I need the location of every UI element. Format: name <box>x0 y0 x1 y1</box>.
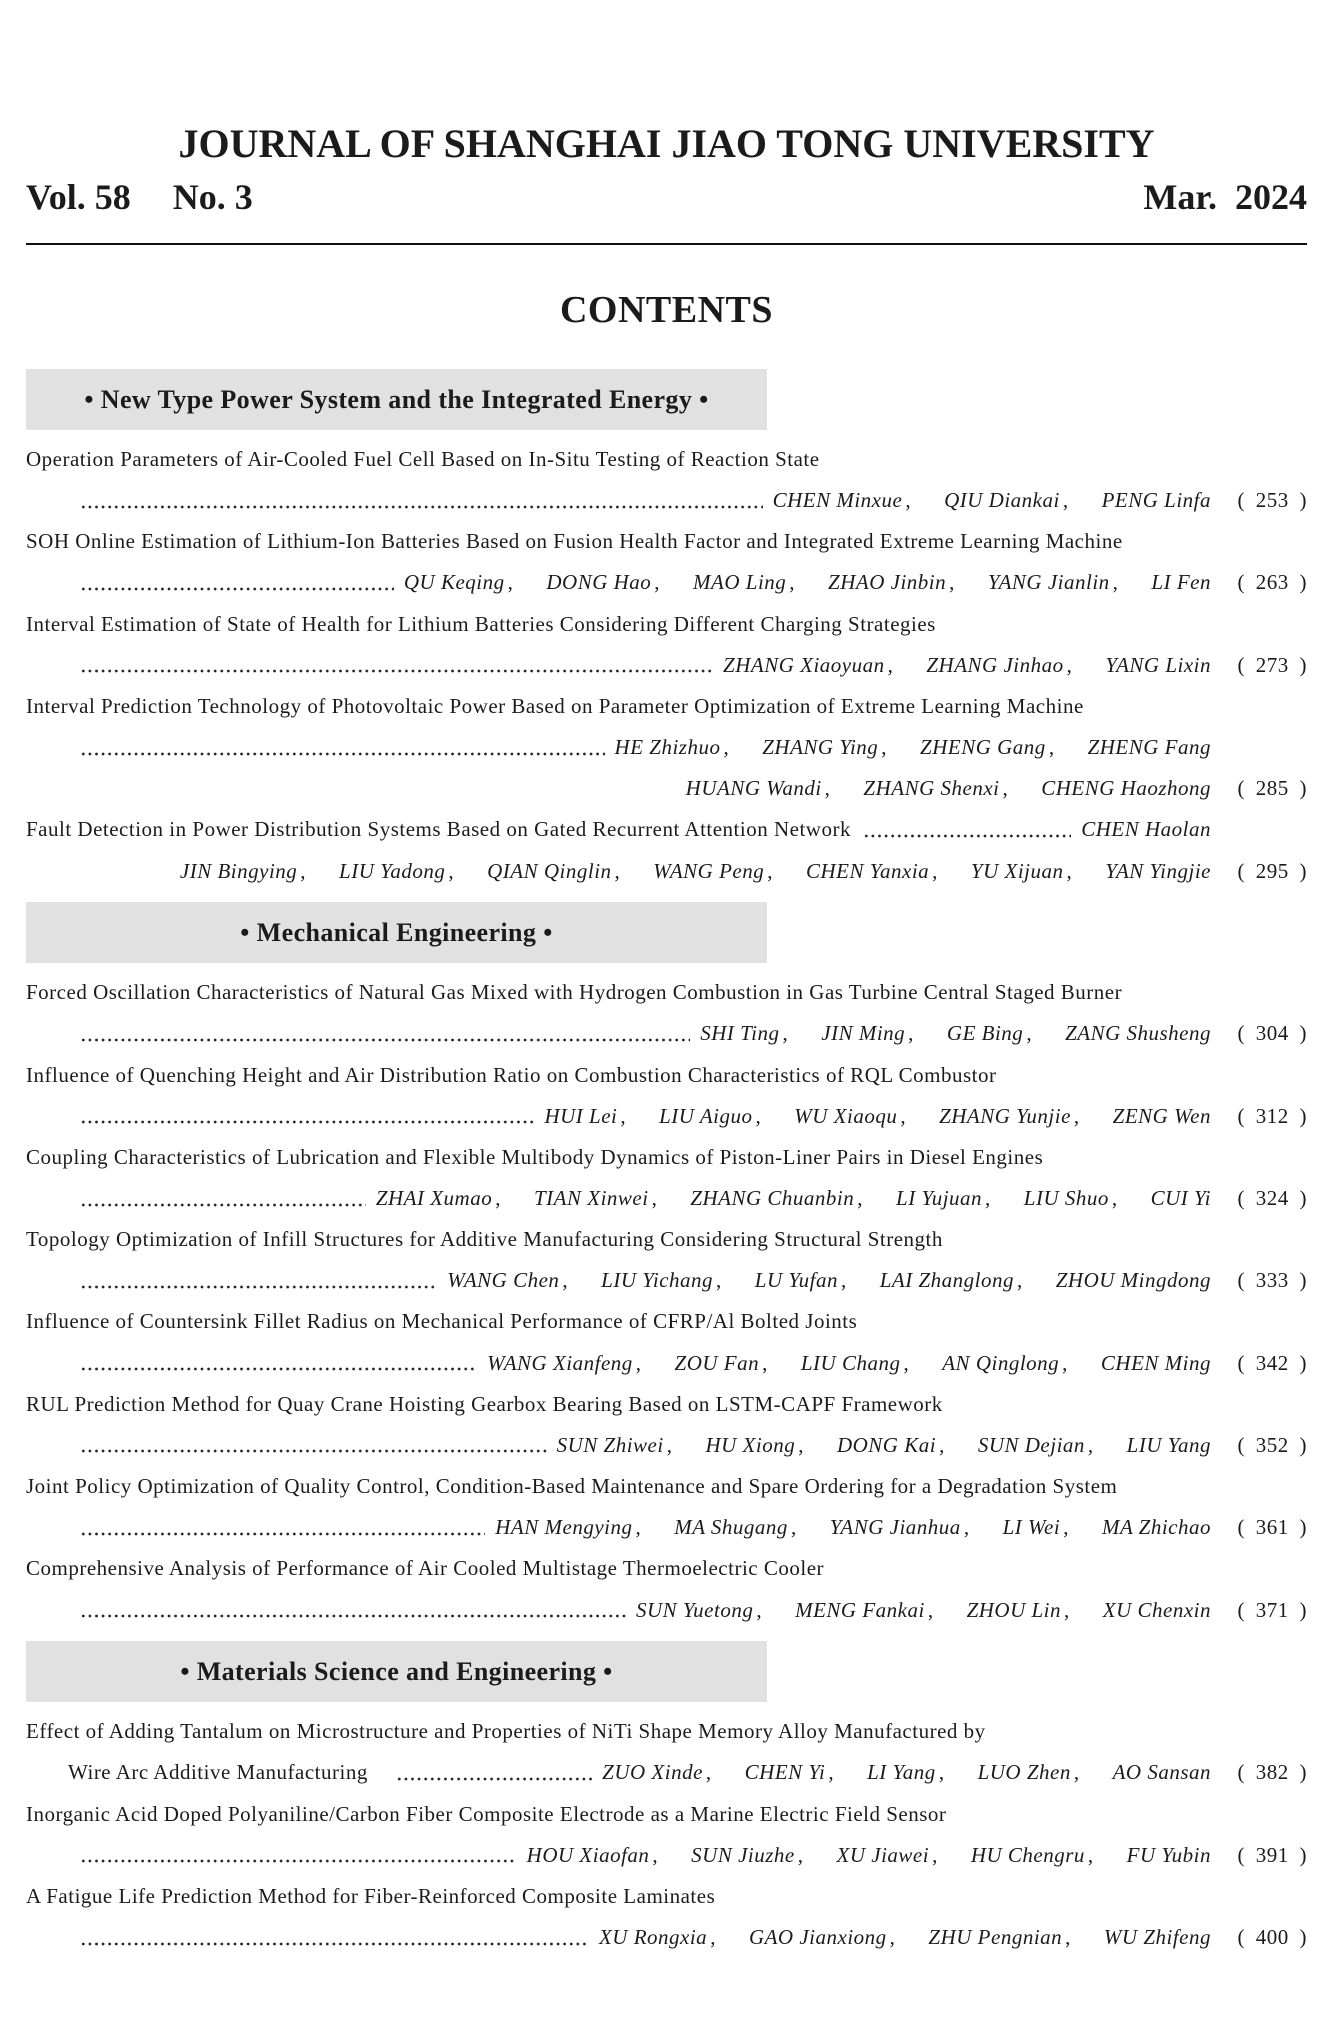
header-rule <box>26 243 1307 245</box>
author-name: ZHANG Chuanbin <box>690 1186 855 1210</box>
article-title-text: RUL Prediction Method for Quay Crane Hoisting Gearbox Bearing Based on LSTM-CAPF Framework <box>26 1391 943 1416</box>
author-list <box>700 1013 1211 1054</box>
author-separator: , <box>932 1842 938 1867</box>
page-number: ( 285 ) <box>1237 776 1307 801</box>
page-number: ( 371 ) <box>1237 1597 1307 1622</box>
article-entry <box>26 1548 1307 1630</box>
author-name: HU Xiong <box>705 1432 796 1457</box>
article-title-text: Interval Prediction Technology of Photovoltaic Power Based on Parameter Optimization of Extreme Learning Machine <box>26 693 1084 718</box>
author-separator: , <box>654 570 661 595</box>
author-separator: , <box>756 1597 763 1622</box>
author-separator: , <box>1062 488 1069 513</box>
article-entry <box>26 439 1307 521</box>
author-separator: , <box>932 858 938 883</box>
article-title-line <box>26 1055 1307 1096</box>
author-name: DONG Kai <box>836 1432 937 1457</box>
author-name: MENG Fankai <box>795 1597 925 1622</box>
article-entry <box>26 604 1307 686</box>
author-separator: , <box>1073 1760 1080 1785</box>
author-name: ZHANG Xiaoyuan <box>723 652 885 677</box>
author-list <box>602 1752 1211 1793</box>
author-separator: , <box>798 1432 804 1457</box>
author-separator: , <box>840 1268 847 1293</box>
author-name: CHEN Haolan <box>1081 817 1211 842</box>
article-title-line <box>26 1794 1307 1835</box>
author-separator: , <box>927 1597 934 1622</box>
article-author-line <box>26 809 1307 850</box>
author-name: YANG Jianlin <box>987 570 1110 595</box>
page-number-placeholder <box>1211 809 1307 850</box>
article-title-text: Forced Oscillation Characteristics of Natural Gas Mixed with Hydrogen Combustion in Gas Turbine Central Staged Burner <box>26 980 1123 1005</box>
leader-dots <box>80 1425 547 1466</box>
article-title-text: Coupling Characteristics of Lubrication and Flexible Multibody Dynamics of Piston-Liner Pairs in Diesel Engines <box>26 1144 1044 1169</box>
author-list <box>686 768 1211 809</box>
leader-dots <box>396 1752 592 1793</box>
author-separator: , <box>767 858 773 883</box>
article-author-line <box>26 1013 1307 1054</box>
article-entry <box>26 809 1307 891</box>
author-separator: , <box>614 858 621 883</box>
author-name: XU Jiawei <box>836 1842 930 1867</box>
article-title-line <box>26 1384 1307 1425</box>
article-entry <box>26 1794 1307 1876</box>
article-title-text: Influence of Countersink Fillet Radius on Mechanical Performance of CFRP/Al Bolted Joints <box>26 1309 858 1334</box>
author-separator: , <box>1066 652 1073 677</box>
author-name: ZHANG Yunjie <box>939 1103 1071 1128</box>
author-name: WANG Chen <box>447 1268 560 1293</box>
article-title-line <box>26 1219 1307 1260</box>
author-name: SHI Ting <box>700 1021 780 1046</box>
author-name: CHEN Yanxia <box>805 858 930 883</box>
leader-dots <box>80 1178 366 1219</box>
author-separator: , <box>705 1760 712 1785</box>
author-name: ZOU Fan <box>674 1350 760 1375</box>
author-name: JIN Bingying <box>179 858 298 883</box>
author-name: LUO Zhen <box>977 1760 1071 1785</box>
author-name: LU Yufan <box>754 1268 838 1293</box>
article-author-line <box>26 1096 1307 1137</box>
author-name: XU Chenxin <box>1102 1597 1211 1622</box>
contents-heading: CONTENTS <box>559 288 774 331</box>
leader-dots <box>863 809 1071 850</box>
author-list <box>1081 809 1211 850</box>
article-title-text: SOH Online Estimation of Lithium-Ion Batteries Based on Fusion Health Factor and Integrated Extreme Learning Machine <box>26 529 1123 554</box>
author-separator: , <box>797 1842 804 1867</box>
leader-dots <box>80 562 394 603</box>
section-title: • Mechanical Engineering • <box>240 917 553 947</box>
author-separator: , <box>824 776 831 801</box>
author-separator: , <box>1048 735 1055 760</box>
author-separator: , <box>782 1021 789 1046</box>
author-name: LI Yujuan <box>896 1186 983 1210</box>
author-separator: , <box>905 488 912 513</box>
author-name: WANG Peng <box>653 858 765 883</box>
author-name: ZHAI Xumao <box>375 1186 493 1210</box>
leader-dots <box>80 1917 589 1958</box>
page-number: ( 324 ) <box>1237 1186 1307 1210</box>
author-name: ZANG Shusheng <box>1065 1021 1211 1046</box>
author-separator: , <box>300 858 307 883</box>
author-name: YAN Yingjie <box>1105 858 1211 883</box>
author-separator: , <box>755 1103 762 1128</box>
article-entry <box>26 1466 1307 1548</box>
article-entry <box>26 1876 1307 1958</box>
leader-dots <box>80 727 605 768</box>
author-separator: , <box>507 570 514 595</box>
leader-dots <box>80 1590 626 1631</box>
author-name: LIU Chang <box>800 1350 901 1375</box>
line-spacer <box>26 768 686 809</box>
page-number: ( 391 ) <box>1237 1842 1307 1867</box>
author-list <box>527 1835 1211 1876</box>
author-separator: , <box>1064 1597 1070 1622</box>
author-separator: , <box>1087 1432 1094 1457</box>
article-title-text: Effect of Adding Tantalum on Microstructure and Properties of NiTi Shape Memory Alloy Manufactured by <box>26 1719 986 1744</box>
article-entry <box>26 972 1307 1054</box>
section-header <box>26 369 767 430</box>
author-name: DONG Hao <box>546 570 652 595</box>
author-name: HOU Xiaofan <box>526 1842 650 1867</box>
article-author-line <box>26 1752 1307 1793</box>
author-separator: , <box>939 1432 945 1457</box>
toc-section <box>26 902 1307 1631</box>
author-name: ZUO Xinde <box>602 1760 703 1785</box>
page-number: ( 352 ) <box>1237 1432 1307 1457</box>
author-name: SUN Jiuzhe <box>691 1842 795 1867</box>
leader-dots <box>80 1013 690 1054</box>
author-separator: , <box>900 1103 907 1128</box>
author-separator: , <box>1062 1350 1068 1375</box>
article-entry <box>26 1137 1307 1219</box>
author-separator: , <box>1066 858 1073 883</box>
page-number: ( 253 ) <box>1237 488 1307 513</box>
article-title-line <box>26 1876 1307 1917</box>
author-name: ZENG Wen <box>1112 1103 1211 1128</box>
article-title-text: Topology Optimization of Infill Structures for Additive Manufacturing Considering Structural Strength <box>26 1227 943 1252</box>
author-separator: , <box>881 735 888 760</box>
author-name: CHEN Minxue <box>772 488 903 513</box>
author-separator: , <box>495 1186 501 1210</box>
page-number: ( 273 ) <box>1237 652 1307 677</box>
author-name: GE Bing <box>946 1021 1024 1046</box>
author-name: ZHOU Lin <box>966 1597 1062 1622</box>
author-name: JIN Ming <box>821 1021 906 1046</box>
article-title-line <box>26 1548 1307 1589</box>
author-name: YANG Lixin <box>1105 652 1211 677</box>
author-name: LIU Yadong <box>339 858 446 883</box>
article-title-line <box>26 1711 1307 1752</box>
author-name: SUN Yuetong <box>635 1597 754 1622</box>
article-author-line <box>26 768 1307 809</box>
author-name: MA Zhichao <box>1101 1515 1211 1540</box>
article-title-text: Comprehensive Analysis of Performance of Air Cooled Multistage Thermoelectric Cooler <box>26 1556 825 1581</box>
article-author-line <box>26 1835 1307 1876</box>
author-name: AN Qinglong <box>942 1350 1060 1375</box>
author-name: MAO Ling <box>693 570 787 595</box>
page-number: ( 382 ) <box>1237 1760 1307 1785</box>
author-name: MA Shugang <box>674 1515 788 1540</box>
article-title-line <box>26 1301 1307 1342</box>
author-name: CHEN Yi <box>744 1760 826 1785</box>
author-name: HE Zhizhuo <box>614 735 721 760</box>
author-separator: , <box>762 1350 768 1375</box>
author-list <box>599 1917 1211 1958</box>
leader-dots <box>80 645 713 686</box>
article-title-line <box>26 686 1307 727</box>
author-separator: , <box>652 1842 659 1867</box>
author-name: ZHENG Gang <box>920 735 1046 760</box>
author-name: YANG Jianhua <box>829 1515 961 1540</box>
author-separator: , <box>716 1268 722 1293</box>
author-list <box>557 1425 1211 1466</box>
author-name: CHENG Haozhong <box>1041 776 1211 801</box>
article-author-line <box>26 1178 1307 1219</box>
article-author-line <box>26 1590 1307 1631</box>
article-author-line <box>26 480 1307 521</box>
leader-dots <box>80 1343 477 1384</box>
author-name: CHEN Ming <box>1100 1350 1211 1375</box>
author-name: ZHU Pengnian <box>928 1925 1063 1949</box>
page-number-placeholder <box>1211 727 1307 768</box>
leader-dots <box>80 1096 534 1137</box>
article-title-text: Fault Detection in Power Distribution Systems Based on Gated Recurrent Attention Network <box>26 817 851 842</box>
author-name: WANG Xianfeng <box>487 1350 633 1375</box>
article-author-line <box>26 1343 1307 1384</box>
table-of-contents <box>26 369 1307 1959</box>
author-separator: , <box>1002 776 1009 801</box>
article-title-text: Influence of Quenching Height and Air Distribution Ratio on Combustion Characteristics of RQL Combustor <box>26 1062 997 1087</box>
author-separator: , <box>448 858 455 883</box>
author-name: SUN Zhiwei <box>556 1432 664 1457</box>
section-title: • New Type Power System and the Integrated Energy • <box>84 384 709 414</box>
article-entry <box>26 521 1307 603</box>
author-list <box>544 1096 1211 1137</box>
author-separator: , <box>949 570 955 595</box>
article-entry <box>26 1384 1307 1466</box>
article-title-text: Wire Arc Additive Manufacturing <box>68 1760 368 1785</box>
article-title-line <box>26 604 1307 645</box>
toc-section <box>26 1641 1307 1958</box>
author-separator: , <box>1026 1021 1033 1046</box>
article-title-line <box>26 972 1307 1013</box>
author-list <box>487 1343 1211 1384</box>
author-name: LI Wei <box>1002 1515 1061 1540</box>
author-name: QU Keqing <box>403 570 505 595</box>
issue-info <box>26 176 1307 218</box>
author-name: ZHOU Mingdong <box>1055 1268 1211 1293</box>
article-entry <box>26 1711 1307 1793</box>
page-number: ( 342 ) <box>1237 1350 1307 1375</box>
author-name: SUN Dejian <box>977 1432 1085 1457</box>
author-name: LIU Aiguo <box>659 1103 753 1128</box>
author-name: TIAN Xinwei <box>533 1186 649 1210</box>
author-name: FU Yubin <box>1126 1842 1211 1867</box>
author-list <box>404 562 1211 603</box>
article-author-line <box>26 727 1307 768</box>
author-name: HAN Mengying <box>495 1515 633 1540</box>
author-name: WU Zhifeng <box>1103 1925 1211 1949</box>
author-name: WU Xiaoqu <box>794 1103 898 1128</box>
author-name: LIU Shuo <box>1023 1186 1109 1210</box>
author-list <box>447 1260 1211 1301</box>
author-separator: , <box>1087 1842 1094 1867</box>
volume-label: Vol. 58 <box>26 177 131 217</box>
author-separator: , <box>938 1760 945 1785</box>
author-name: ZHENG Fang <box>1087 735 1211 760</box>
author-name: ZHAO Jinbin <box>828 570 947 595</box>
author-separator: , <box>651 1186 658 1210</box>
author-separator: , <box>1016 1268 1023 1293</box>
page-number: ( 263 ) <box>1237 570 1307 595</box>
article-title-line <box>26 1466 1307 1507</box>
author-separator: , <box>790 1515 797 1540</box>
page-number: ( 361 ) <box>1237 1515 1307 1540</box>
author-separator: , <box>889 1925 896 1949</box>
author-name: LAI Zhanglong <box>879 1268 1014 1293</box>
author-name: LIU Yichang <box>601 1268 714 1293</box>
author-separator: , <box>635 1515 642 1540</box>
author-separator: , <box>710 1925 716 1949</box>
author-separator: , <box>828 1760 835 1785</box>
article-entry <box>26 1055 1307 1137</box>
article-author-line <box>26 1260 1307 1301</box>
article-title-line <box>26 439 1307 480</box>
page-number: ( 400 ) <box>1237 1925 1307 1949</box>
author-list <box>723 645 1211 686</box>
author-separator: , <box>1065 1925 1071 1949</box>
author-name: YU Xijuan <box>970 858 1064 883</box>
line-spacer <box>26 851 180 892</box>
page-number: ( 295 ) <box>1237 858 1307 883</box>
author-list <box>773 480 1211 521</box>
toc-section <box>26 369 1307 892</box>
author-separator: , <box>1073 1103 1080 1128</box>
author-name: HUANG Wandi <box>685 776 822 801</box>
article-author-line <box>26 562 1307 603</box>
author-separator: , <box>789 570 796 595</box>
author-separator: , <box>562 1268 569 1293</box>
section-header <box>26 902 767 963</box>
leader-dots <box>80 1507 485 1548</box>
section-title: • Materials Science and Engineering • <box>180 1656 613 1686</box>
author-name: ZHANG Jinhao <box>926 652 1064 677</box>
author-separator: , <box>666 1432 673 1457</box>
page-number: ( 312 ) <box>1237 1103 1307 1128</box>
page-number: ( 304 ) <box>1237 1021 1307 1046</box>
author-separator: , <box>963 1515 970 1540</box>
article-author-line <box>26 851 1307 892</box>
article-title-text: Interval Estimation of State of Health for Lithium Batteries Considering Different Charging Strategies <box>26 611 936 636</box>
article-title-text: Inorganic Acid Doped Polyaniline/Carbon Fiber Composite Electrode as a Marine Electric Field Sensor <box>26 1801 947 1826</box>
author-name: HUI Lei <box>544 1103 618 1128</box>
author-name: PENG Linfa <box>1101 488 1211 513</box>
article-author-line <box>26 1507 1307 1548</box>
author-name: LI Fen <box>1151 570 1211 595</box>
author-separator: , <box>635 1350 642 1375</box>
author-name: GAO Jianxiong <box>748 1925 887 1949</box>
author-separator: , <box>620 1103 627 1128</box>
author-name: QIAN Qinglin <box>487 858 612 883</box>
author-name: CUI Yi <box>1150 1186 1211 1210</box>
author-name: XU Rongxia <box>598 1925 708 1949</box>
author-name: LI Yang <box>867 1760 936 1785</box>
author-separator: , <box>857 1186 864 1210</box>
leader-dots <box>80 1260 437 1301</box>
leader-dots <box>80 480 763 521</box>
author-name: HU Chengru <box>970 1842 1085 1867</box>
author-separator: , <box>1112 570 1119 595</box>
section-header <box>26 1641 767 1702</box>
article-author-line <box>26 1425 1307 1466</box>
article-title-line <box>26 521 1307 562</box>
article-entry <box>26 1301 1307 1383</box>
author-separator: , <box>887 652 894 677</box>
author-name: QIU Diankai <box>944 488 1060 513</box>
article-title-text: A Fatigue Life Prediction Method for Fiber-Reinforced Composite Laminates <box>26 1883 716 1908</box>
article-title-text: Operation Parameters of Air-Cooled Fuel Cell Based on In-Situ Testing of Reaction State <box>26 447 820 471</box>
article-entry <box>26 686 1307 809</box>
author-name: AO Sansan <box>1112 1760 1211 1785</box>
author-list <box>376 1178 1211 1219</box>
author-separator: , <box>723 735 730 760</box>
author-name: ZHANG Shenxi <box>863 776 1000 801</box>
journal-title: JOURNAL OF SHANGHAI JIAO TONG UNIVERSITY <box>178 121 1155 166</box>
author-list <box>615 727 1211 768</box>
page-number: ( 333 ) <box>1237 1268 1307 1293</box>
issue-label: No. 3 <box>172 177 253 217</box>
issue-date: Mar. 2024 <box>1143 177 1307 217</box>
article-author-line <box>26 645 1307 686</box>
author-name: LIU Yang <box>1126 1432 1211 1457</box>
article-title-text: Joint Policy Optimization of Quality Control, Condition-Based Maintenance and Spare Ordering for a Degradation System <box>26 1474 1118 1499</box>
author-separator: , <box>985 1186 991 1210</box>
article-entry <box>26 1219 1307 1301</box>
author-list <box>180 851 1211 892</box>
author-separator: , <box>1063 1515 1069 1540</box>
author-separator: , <box>908 1021 914 1046</box>
author-name: ZHANG Ying <box>762 735 879 760</box>
leader-dots <box>80 1835 517 1876</box>
author-list <box>495 1507 1211 1548</box>
author-list <box>636 1590 1211 1631</box>
author-separator: , <box>1111 1186 1118 1210</box>
article-author-line <box>26 1917 1307 1958</box>
article-title-line <box>26 1137 1307 1178</box>
author-separator: , <box>903 1350 910 1375</box>
